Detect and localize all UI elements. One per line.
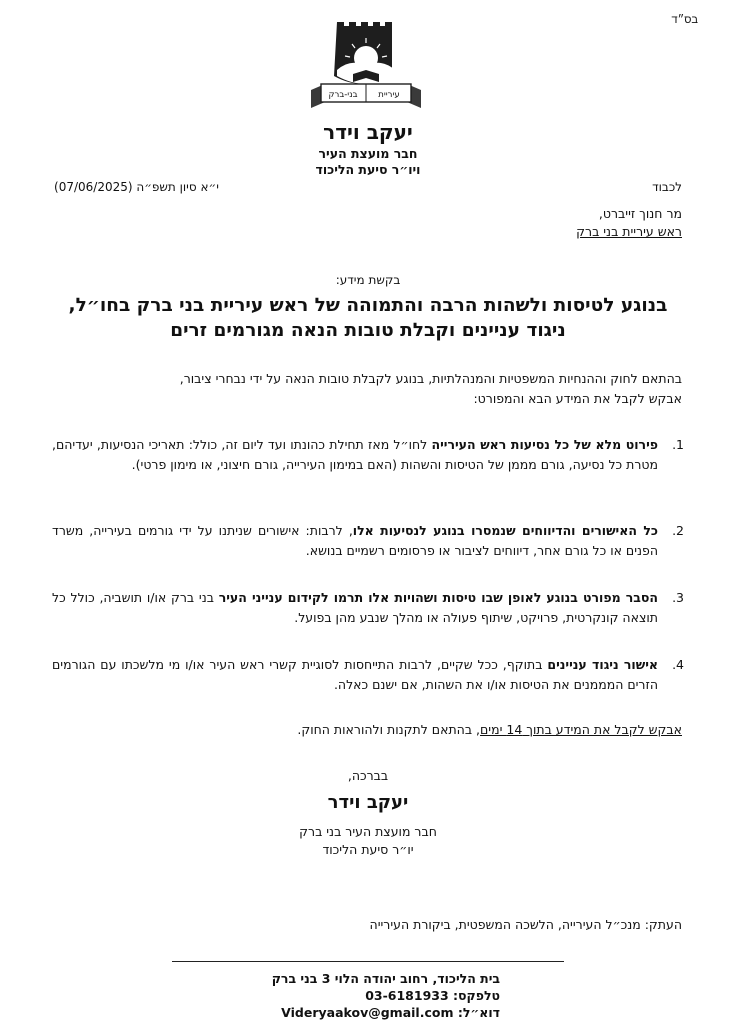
footer-email: דוא״ל: Videryaakov@gmail.com xyxy=(281,1005,500,1020)
list-item xyxy=(52,588,684,628)
item-text: , לרבות: אישורים שניתנו על ידי גורמים בעירייה, משרד הפנים או כל גורם אחר, דיווחים לציבור או פרסומים רשמיים בנושא. xyxy=(52,523,658,558)
item-text: בני ברק או/ו תושביה, כולל כל תוצאה קונקרטית, פרויקט, שיתוף פעולה או מהלך שנבע מהן בפועל. xyxy=(52,590,658,625)
list-item xyxy=(52,655,684,695)
item-number: 3. xyxy=(672,590,684,605)
sender-name: יעקב וידר xyxy=(323,120,413,144)
list-item xyxy=(52,435,684,475)
signature-title-1: חבר מועצת העיר בני ברק xyxy=(299,824,437,839)
sender-title-1: חבר מועצת העיר xyxy=(318,146,418,161)
municipality-logo xyxy=(307,18,425,110)
sender-title-2: ויו״ר סיעת הליכוד xyxy=(315,162,421,177)
intro-line-1: בהתאם לחוק וההנחיות המשפטיות והמנהלתיות, בנוגע לקבלת טובות הנאה על ידי נבחרי ציבור, xyxy=(179,371,682,386)
intro-paragraph xyxy=(52,369,682,409)
cc-line: העתק: מנכ״ל העירייה, הלשכה המשפטית, ביקורת העירייה xyxy=(369,917,682,932)
letter-date: י״א סיון תשפ״ה (07/06/2025) xyxy=(54,180,219,194)
svg-text:עיריית: עיריית xyxy=(378,90,400,100)
item-number: 1. xyxy=(672,437,684,452)
item-number: 2. xyxy=(672,523,684,538)
recipient-title: ראש עיריית בני ברק xyxy=(576,224,682,239)
deadline-rest: , בהתאם לתקנות ולהוראות החוק. xyxy=(297,722,481,737)
item-heading: פירוט מלא של כל נסיעות ראש העירייה xyxy=(431,437,658,452)
subject-line-2: ניגוד עניינים וקבלת טובות הנאה מגורמים זרים xyxy=(170,320,566,341)
signature-name: יעקב וידר xyxy=(327,792,409,813)
item-text: בתוקף, ככל שקיים, לרבות התייחסות לסוגיית קשרי ראש העיר או/ו מי מלשכתו עם הגורמים הזרים המממנים את הטיסות או/ו את השהות, אם ישנם כאלה. xyxy=(52,657,658,692)
footer-address: בית הליכוד, רחוב יהודה הלוי 3 בני ברק xyxy=(271,971,500,986)
subject-line-1: בנוגע לטיסות ולשהות הרבה והתמוהה של ראש עיריית בני ברק בחו״ל, xyxy=(68,295,668,316)
to-label: לכבוד xyxy=(652,180,682,194)
footer-phone: טלפקס: 03-6181933 xyxy=(365,988,500,1003)
item-heading: הסבר מפורט בנוגע לאופן שבו טיסות ושהויות אלו תרמו לקידום ענייני העיר xyxy=(218,590,658,605)
item-heading: כל האישורים והדיווחים שנמסרו בנוגע לנסיעות אלו xyxy=(352,523,658,538)
svg-text:בני-ברק: בני-ברק xyxy=(328,90,358,100)
item-text: לחו״ל מאז תחילת כהונתו ועד ליום זה, כולל: תאריכי הנסיעות, יעדיהם, מטרת כל נסיעה, גורם מממן של הטיסות והשהות (האם במימון העירייה, גורם חיצוני, או מימון פרטי). xyxy=(52,437,658,472)
request-label: בקשת מידע: xyxy=(335,273,401,287)
footer-divider xyxy=(172,961,564,962)
item-number: 4. xyxy=(672,657,684,672)
deadline-line xyxy=(297,722,682,737)
closing-regards: בברכה, xyxy=(347,768,389,783)
signature-title-2: יו״ר סיעת הליכוד xyxy=(322,842,414,857)
besd-mark: בס״ד xyxy=(671,14,698,26)
list-item xyxy=(52,521,684,561)
intro-line-2: אבקש לקבל את המידע הבא והמפורט: xyxy=(473,391,682,406)
item-heading: אישור ניגוד עניינים xyxy=(547,657,658,672)
recipient-name: מר חנוך זייברט, xyxy=(598,206,682,221)
deadline-underlined: אבקש לקבל את המידע בתוך 14 ימים xyxy=(480,722,682,737)
